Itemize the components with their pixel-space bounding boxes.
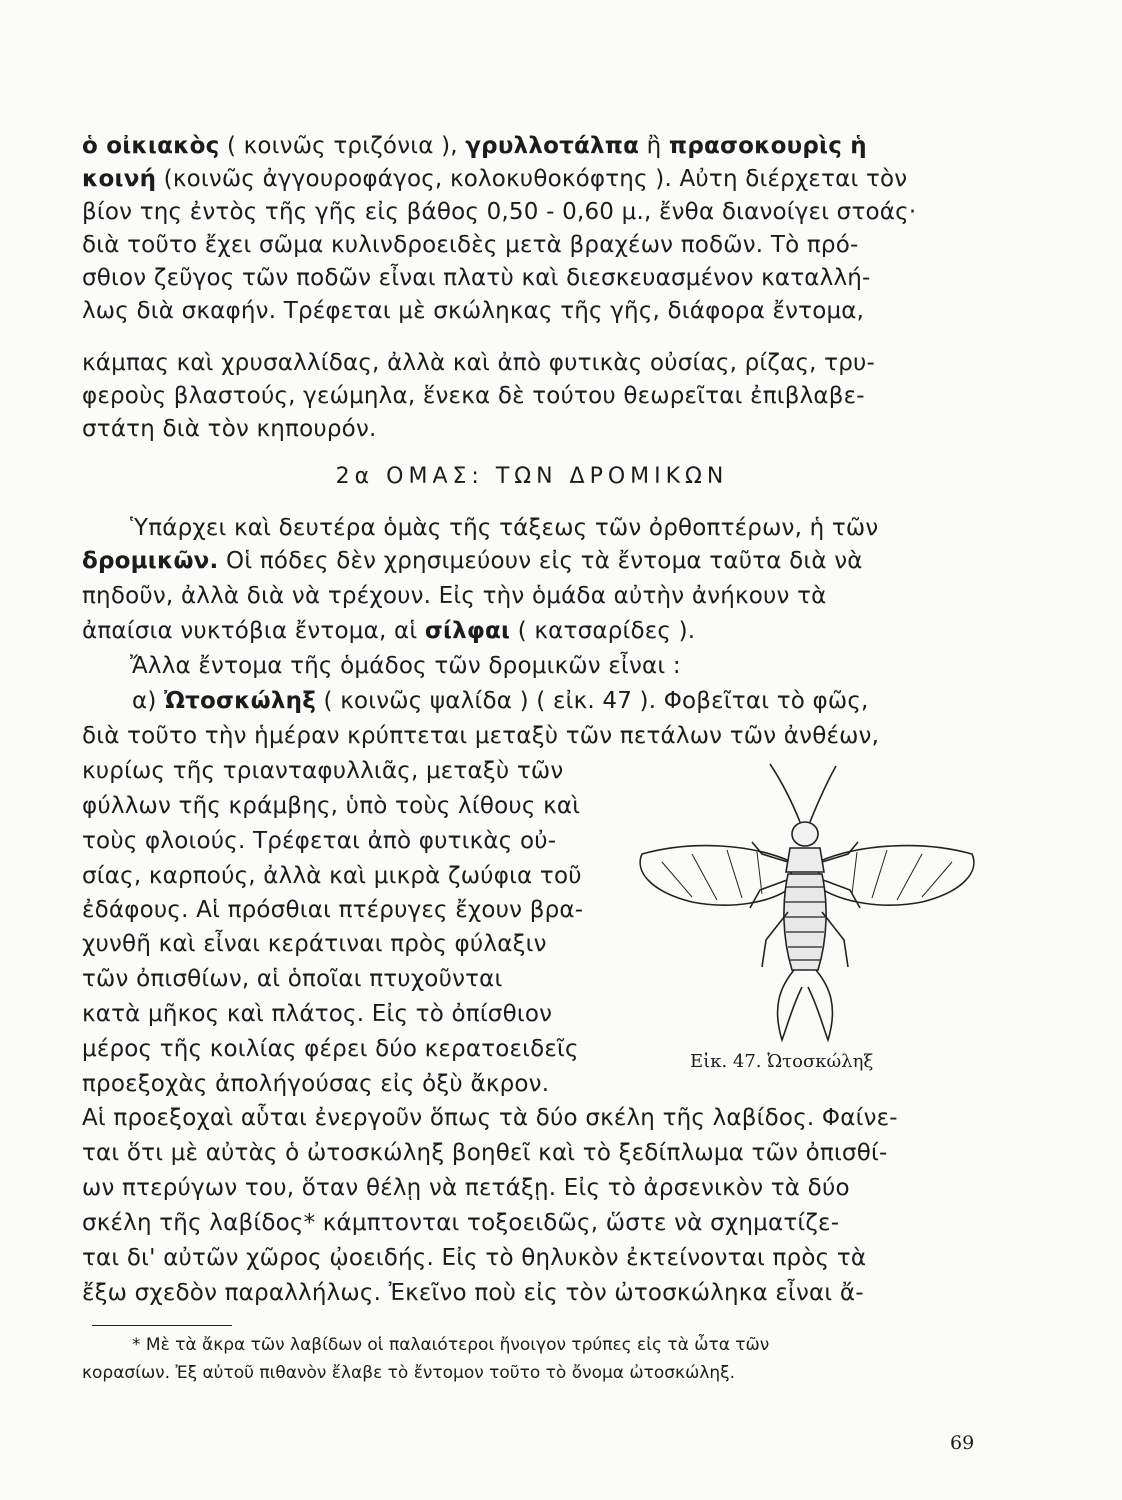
p1-line-2 xyxy=(82,163,982,195)
footnote-line-1: * Μὲ τὰ ἄκρα τῶν λαβίδων οἱ παλαιότεροι ἤνοιγον τρύπες εἰς τὰ ὦτα τῶν xyxy=(132,1335,770,1355)
p1-line-3: βίον της ἐντὸς τῆς γῆς εἰς βάθος 0,50 - 0,60 μ., ἔνθα διανοίγει στοάς· xyxy=(82,199,917,225)
p3-line-6: σίας, καρπούς, ἀλλὰ καὶ μικρὰ ζωύφια τοῦ xyxy=(82,863,582,889)
footnote-line-2: κορασίων. Ἐξ αὐτοῦ πιθανὸν ἔλαβε τὸ ἔντομον τοῦτο τὸ ὄνομα ὠτοσκώληξ. xyxy=(82,1363,736,1383)
section-heading: 2α ΟΜΑΣ: ΤΩΝ ΔΡΟΜΙΚΩΝ xyxy=(335,464,729,489)
p2-text: ( κατσαρίδες ). xyxy=(510,618,696,644)
p1-line-4: διὰ τοῦτο ἔχει σῶμα κυλινδροειδὲς μετὰ βραχέων ποδῶν. Τὸ πρό- xyxy=(82,232,859,258)
p3-line-17: ται δι' αὐτῶν χῶρος ᾠοειδής. Εἰς τὸ θηλυκὸν ἐκτείνονται πρὸς τὰ xyxy=(82,1245,867,1271)
p3-line-5: τοὺς φλοιούς. Τρέφεται ἀπὸ φυτικὰς οὐ- xyxy=(82,828,557,854)
p1-line-5: σθιον ζεῦγος τῶν ποδῶν εἶναι πλατὺ καὶ διεσκευασμένον καταλλή- xyxy=(82,265,871,291)
figure-caption: Εἰκ. 47. Ὠτοσκώληξ xyxy=(690,1051,874,1072)
p3-line-3: κυρίως τῆς τριανταφυλλιᾶς, μεταξὺ τῶν xyxy=(82,758,564,784)
p3-line-18: ἔξω σχεδὸν παραλλήλως. Ἐκεῖνο ποὺ εἰς τὸν ὠτοσκώληκα εἶναι ἄ- xyxy=(82,1280,864,1306)
term-dromikon: δρομικῶν. xyxy=(82,548,219,574)
p2-line-2 xyxy=(82,545,982,577)
footnote-rule xyxy=(92,1325,232,1326)
p3-line-14: ται ὅτι μὲ αὐτὰς ὁ ὠτοσκώληξ βοηθεῖ καὶ τὸ ξεδίπλωμα τῶν ὀπισθί- xyxy=(82,1140,888,1166)
p1-text: ἢ xyxy=(639,133,669,159)
p2-line-5: Ἄλλα ἔντομα τῆς ὁμάδος τῶν δρομικῶν εἶναι : xyxy=(130,653,681,679)
p3-line-1 xyxy=(132,685,982,717)
p1-text: ( κοινῶς τριζόνια ), xyxy=(219,133,466,159)
p1-text: (κοινῶς ἀγγουροφάγος, κολοκυθοκόφτης ). Αὐτη διέρχεται τὸν xyxy=(156,166,908,192)
p1-line-1 xyxy=(82,130,982,162)
p3-line-16: σκέλη τῆς λαβίδος* κάμπτονται τοξοειδῶς, ὥστε νὰ σχηματίζε- xyxy=(82,1210,840,1236)
term-oikiakos: ὁ οἰκιακὸς xyxy=(82,133,220,159)
p2-line-1: Ὑπάρχει καὶ δευτέρα ὁμὰς τῆς τάξεως τῶν ὀρθοπτέρων, ἡ τῶν xyxy=(130,515,879,541)
p3-line-10: κατὰ μῆκος καὶ πλάτος. Εἰς τὸ ὀπίσθιον xyxy=(82,1001,553,1027)
term-otoskolix: Ὠτοσκώληξ xyxy=(164,688,316,714)
p2-line-4 xyxy=(82,615,982,647)
p3-line-13: Αἱ προεξοχαὶ αὗται ἐνεργοῦν ὅπως τὰ δύο σκέλη τῆς λαβίδος. Φαίνε- xyxy=(82,1105,898,1131)
p3-line-15: ων πτερύγων του, ὅταν θέλῃ νὰ πετάξῃ. Εἰς τὸ ἀρσενικὸν τὰ δύο xyxy=(82,1175,850,1201)
p1-line-6: λως διὰ σκαφήν. Τρέφεται μὲ σκώληκας τῆς γῆς, διάφορα ἔντομα, xyxy=(82,298,865,324)
p2-text: Οἱ πόδες δὲν χρησιμεύουν εἰς τὰ ἔντομα ταῦτα διὰ νὰ xyxy=(218,548,863,574)
p2-text: ἀπαίσια νυκτόβια ἔντομα, αἱ xyxy=(82,618,425,644)
p3-text: ( κοινῶς ψαλίδα ) ( εἰκ. 47 ). Φοβεῖται τὸ φῶς, xyxy=(316,688,869,714)
page-number: 69 xyxy=(950,1432,975,1454)
p2-line-3: πηδοῦν, ἀλλὰ διὰ νὰ τρέχουν. Εἰς τὴν ὁμάδα αὐτὴν ἀνήκουν τὰ xyxy=(82,583,827,609)
p3-line-8: χυνθῆ καὶ εἶναι κεράτιναι πρὸς φύλαξιν xyxy=(82,931,547,957)
term-prasokouris: πρασοκουρὶς ἡ xyxy=(668,133,867,159)
p3-line-9: τῶν ὀπισθίων, αἱ ὁποῖαι πτυχοῦνται xyxy=(82,966,503,992)
p3-line-12: προεξοχὰς ἀπολήγούσας εἰς ὀξὺ ἄκρον. xyxy=(82,1071,550,1097)
term-silfai: σίλφαι xyxy=(424,618,511,644)
p3-line-7: ἐδάφους. Αἱ πρόσθιαι πτέρυγες ἔχουν βρα- xyxy=(82,897,584,923)
p3-line-4: φύλλων τῆς κράμβης, ὑπὸ τοὺς λίθους καὶ xyxy=(82,793,581,819)
earwig-illustration xyxy=(632,762,982,1062)
p1-line-7: κάμπας καὶ χρυσαλλίδας, ἀλλὰ καὶ ἀπὸ φυτικὰς οὐσίας, ρίζας, τρυ- xyxy=(82,350,876,376)
p1-line-8: φεροὺς βλαστούς, γεώμηλα, ἕνεκα δὲ τούτου θεωρεῖται ἐπιβλαβε- xyxy=(82,383,865,409)
p3-text: α) xyxy=(132,688,165,714)
p3-line-2: διὰ τοῦτο τὴν ἡμέραν κρύπτεται μεταξὺ τῶν πετάλων τῶν ἀνθέων, xyxy=(82,723,880,749)
p3-line-11: μέρος τῆς κοιλίας φέρει δύο κερατοειδεῖς xyxy=(82,1036,579,1062)
term-koini: κοινή xyxy=(82,166,157,192)
term-gryllotalpa: γρυλλοτάλπα xyxy=(465,133,640,159)
p1-line-9: στάτη διὰ τὸν κηπουρόν. xyxy=(82,416,377,442)
